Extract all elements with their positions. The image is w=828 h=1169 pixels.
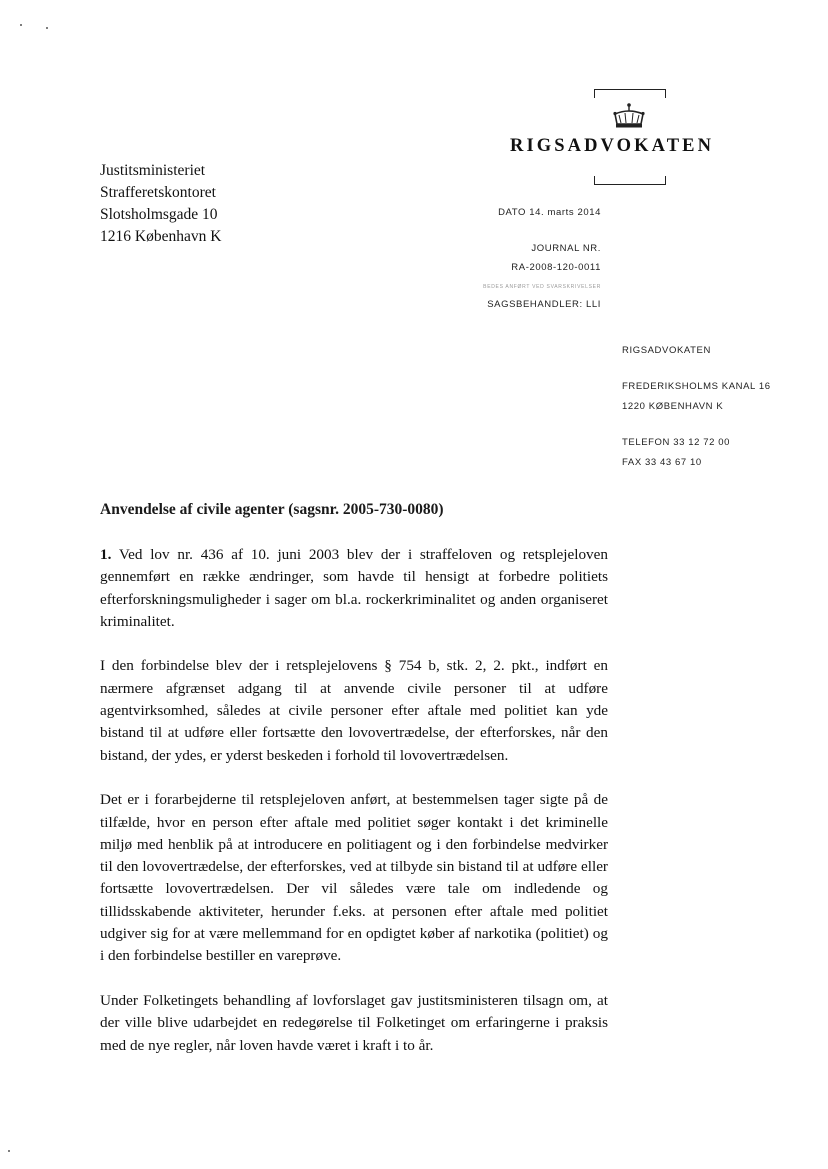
journal-number: RA-2008-120-0011 bbox=[511, 262, 601, 273]
paragraph-3: Det er i forarbejderne til retsplejeloven anført, at bestemmelsen tager sigte på de tilfælde, hvor en person efter aftale med politiet søger kontakt i det kriminelle miljø med henblik på at introducere en politiagent og i den forbindelse medvirker til den lovovertrædelse, der efterforskes, ved at tilbyde sin bistand til at udføre eller fortsætte lovovertrædelsen. Der vil således være tale om indledende og tillidsskabende aktiviteter, herunder f.eks. at personen efter aftale med politiet udgiver sig for at være mellemmand for en opdigtet køber af narkotika (politiet) og i den forbindelse bestiller en vareprøve. bbox=[100, 791, 608, 965]
agency-name: RIGSADVOKATEN bbox=[510, 136, 715, 156]
date: DATO 14. marts 2014 bbox=[498, 207, 601, 218]
crown-icon bbox=[610, 102, 648, 130]
scan-speck bbox=[20, 24, 22, 26]
sender-name: RIGSADVOKATEN bbox=[622, 345, 711, 356]
reply-note: BEDES ANFØRT VED SVARSKRIVELSER bbox=[483, 284, 601, 290]
recipient-line: Strafferetskontoret bbox=[100, 184, 216, 201]
sender-street: FREDERIKSHOLMS KANAL 16 bbox=[622, 381, 771, 392]
letter-body bbox=[100, 544, 608, 1079]
paragraph-2: I den forbindelse blev der i retsplejelovens § 754 b, stk. 2, 2. pkt., indført en nærmere afgrænset adgang til at anvende civile personer til at udføre agentvirksomhed, således at civile personer efter aftale med politiet kan yde bistand til at udføre eller fortsætte den lovovertrædelse, der efterforskes, når den bistand, der ydes, er yderst beskeden i forhold til lovovertrædelsen. bbox=[100, 657, 608, 764]
sender-city: 1220 KØBENHAVN K bbox=[622, 401, 724, 412]
journal-label: JOURNAL NR. bbox=[531, 243, 601, 254]
letterhead-bracket-bottom bbox=[594, 176, 666, 185]
sender-fax: FAX 33 43 67 10 bbox=[622, 457, 702, 468]
paragraph-number: 1. bbox=[100, 546, 112, 563]
scan-speck bbox=[8, 1150, 10, 1152]
recipient-line: Slotsholmsgade 10 bbox=[100, 206, 218, 223]
sender-phone: TELEFON 33 12 72 00 bbox=[622, 437, 731, 448]
paragraph-4: Under Folketingets behandling af lovforslaget gav justitsministeren tilsagn om, at der ville blive udarbejdet en redegørelse til Folketinget om erfaringerne i praksis med de nye regler, når loven havde været i kraft i to år. bbox=[100, 991, 608, 1054]
recipient-address bbox=[100, 160, 221, 248]
paragraph-1 bbox=[100, 544, 608, 633]
scan-speck bbox=[46, 27, 48, 29]
letterhead-bracket-top bbox=[594, 89, 666, 98]
case-handler: SAGSBEHANDLER: LLI bbox=[487, 299, 601, 310]
paragraph-text: Ved lov nr. 436 af 10. juni 2003 blev der i straffeloven og retsplejeloven gennemført en række ændringer, som havde til hensigt at forbedre politiets efterforskningsmuligheder i sager om bl.a. rockerkriminalitet og anden organiseret kriminalitet. bbox=[100, 546, 608, 630]
recipient-line: 1216 København K bbox=[100, 228, 222, 245]
recipient-line: Justitsministeriet bbox=[100, 162, 206, 179]
subject-heading: Anvendelse af civile agenter (sagsnr. 2005-730-0080) bbox=[100, 501, 444, 518]
